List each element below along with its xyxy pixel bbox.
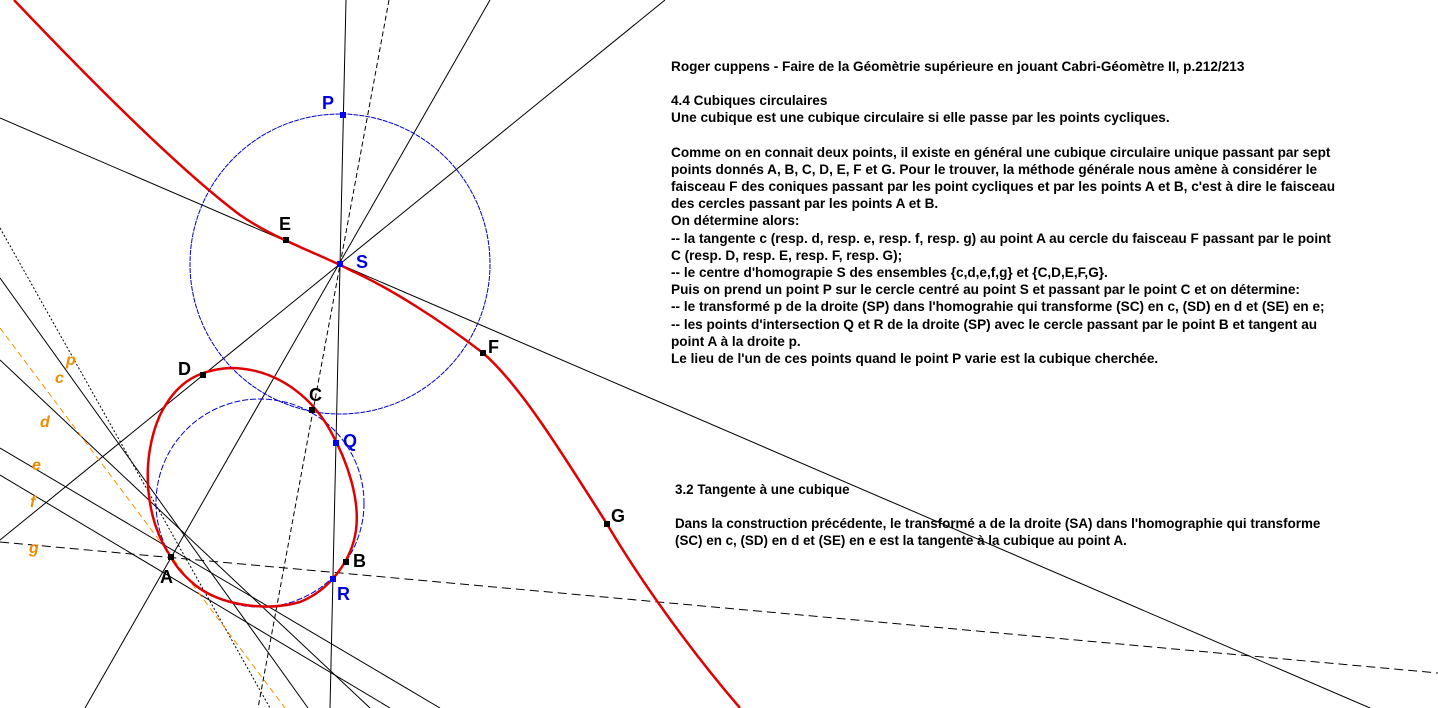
label-line-f: f	[30, 494, 36, 511]
reference-line: Roger cuppens - Faire de la Géomètrie supérieure en jouant Cabri-Géomètre II, p.212/213	[671, 59, 1245, 74]
cubic-branch-infinite	[14, 0, 740, 708]
paragraph-line: Le lieu de l'un de ces points quand le point P varie est la cubique cherchée.	[671, 351, 1159, 367]
label-r: R	[337, 584, 350, 604]
description-text-block	[671, 58, 1335, 367]
paragraph-line: (SC) en c, (SD) en d et (SE) en e est la tangente à la cubique au point A.	[675, 533, 1127, 549]
cubic-curve	[14, 0, 740, 708]
paragraph-line: point A à la droite p.	[671, 333, 801, 349]
paragraph-line: Puis on prend un point P sur le cercle centré au point S et passant par le point C et on détermine:	[671, 282, 1300, 298]
paragraph-line: des cercles passant par les points A et B.	[671, 196, 939, 212]
line-p-orange	[0, 328, 285, 708]
paragraph-line: -- le transformé p de la droite (SP) dans l'homograhie qui transforme (SC) en c, (SD) en d et (SE) en e;	[671, 299, 1325, 315]
line-sa	[85, 0, 490, 708]
line-e	[0, 448, 440, 708]
paragraph-line: points donnés A, B, C, D, E, F et G. Pour le trouver, la méthode générale nous amène à considérer le	[671, 161, 1318, 177]
label-line-g: g	[29, 540, 39, 557]
point-g[interactable]	[604, 521, 610, 527]
paragraph-line: -- les points d'intersection Q et R de la droite (SP) avec le cercle passant par le point B et tangent au	[671, 316, 1318, 332]
point-r[interactable]	[330, 576, 336, 582]
point-s[interactable]	[337, 261, 343, 267]
label-c: C	[309, 385, 322, 405]
point-b[interactable]	[343, 559, 349, 565]
label-a: A	[160, 567, 173, 587]
paragraph-line: On détermine alors:	[671, 213, 800, 229]
label-d: D	[178, 359, 191, 379]
label-line-p: p	[66, 352, 76, 369]
paragraph-line: Dans la construction précédente, le transformé a de la droite (SA) dans l'homographie qui transforme	[675, 516, 1321, 532]
label-line-e: e	[32, 457, 41, 474]
line-f	[0, 475, 390, 708]
point-q[interactable]	[333, 440, 339, 446]
points	[168, 112, 610, 582]
label-s: S	[356, 252, 369, 272]
label-f: F	[488, 337, 499, 357]
label-g: G	[611, 506, 626, 526]
point-e[interactable]	[283, 237, 289, 243]
section-title: 4.4 Cubiques circulaires	[671, 93, 828, 109]
label-p: P	[322, 93, 335, 113]
paragraph-line: faisceau F des coniques passant par les point cycliques et par les points A et B, c'est à dire le faisceau	[671, 179, 1336, 195]
label-line-d: d	[40, 414, 50, 431]
paragraph-line: -- le centre d'homograpie S des ensembles {c,d,e,f,g} et {C,D,E,F,G}.	[671, 265, 1108, 281]
paragraph-line: -- la tangente c (resp. d, resp. e, resp. f, resp. g) au point A au cercle du faisceau F passant par le point	[671, 230, 1331, 246]
point-c[interactable]	[309, 407, 315, 413]
section-title: 3.2 Tangente à une cubique	[675, 482, 850, 497]
point-p[interactable]	[340, 112, 346, 118]
tangent-text-block	[675, 481, 1320, 550]
paragraph-line: C (resp. D, resp. E, resp. F, resp. G);	[671, 247, 903, 263]
point-d[interactable]	[200, 372, 206, 378]
label-line-c: c	[55, 370, 64, 387]
paragraph-line: Comme on en connait deux points, il existe en général une cubique circulaire unique passant par sept	[671, 144, 1331, 160]
cubic-oval	[148, 368, 357, 607]
label-q: Q	[343, 431, 358, 451]
point-f[interactable]	[480, 350, 486, 356]
line-labels	[28, 352, 76, 557]
definition-line: Une cubique est une cubique circulaire si elle passe par les points cycliques.	[671, 110, 1170, 126]
label-e: E	[279, 214, 292, 234]
point-a[interactable]	[168, 554, 174, 560]
label-b: B	[353, 551, 366, 571]
line-g	[0, 542, 1438, 673]
line-c	[0, 278, 308, 708]
